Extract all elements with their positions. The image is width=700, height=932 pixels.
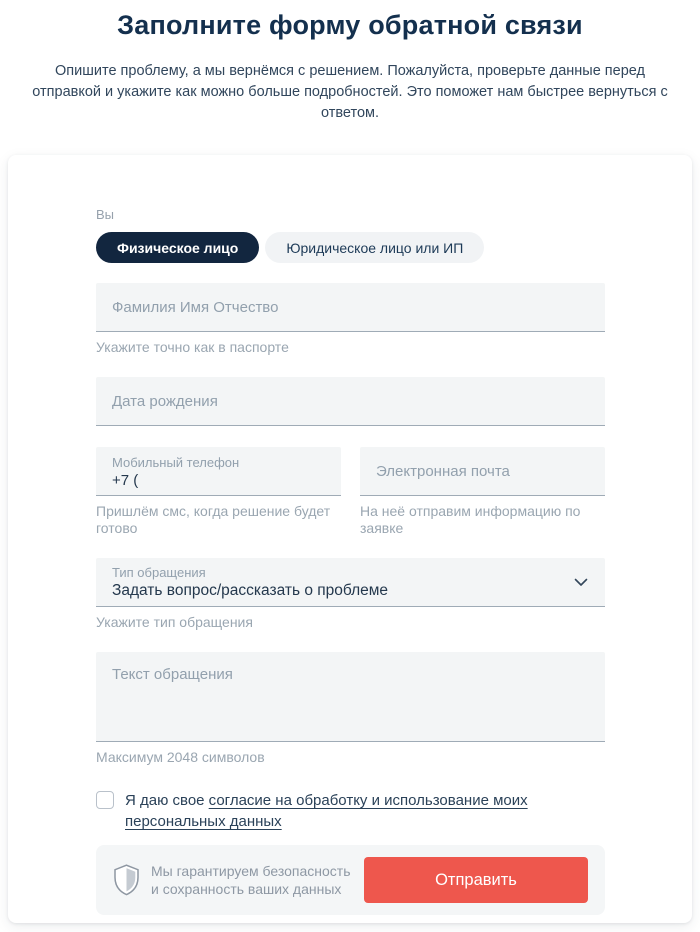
consent-text	[125, 790, 605, 832]
page-title: Заполните форму обратной связи	[117, 10, 583, 40]
message-hint: Максимум 2048 символов	[96, 749, 265, 765]
full-name-input[interactable]	[112, 299, 589, 316]
phone-hint: Пришлём смс, когда решение будет готово	[96, 503, 331, 536]
shield-icon	[112, 863, 141, 897]
full-name-group	[96, 283, 613, 356]
page-header	[0, 0, 700, 124]
form-footer	[96, 845, 605, 915]
email-hint: На неё отправим информацию по заявке	[360, 503, 581, 536]
email-field-wrap	[360, 447, 605, 496]
birth-date-input[interactable]	[112, 393, 589, 410]
email-input[interactable]	[376, 463, 589, 480]
request-type-group	[96, 558, 613, 631]
person-type-label: Вы	[96, 207, 115, 222]
feedback-form-card	[8, 155, 692, 923]
full-name-field-wrap	[96, 283, 605, 332]
email-group	[360, 447, 605, 537]
consent-text-prefix: Я даю свое	[125, 792, 209, 809]
consent-checkbox[interactable]	[96, 791, 114, 809]
person-type-toggle	[96, 232, 613, 263]
contacts-row	[96, 447, 613, 537]
chevron-down-icon	[573, 574, 589, 590]
request-type-label: Тип обращения	[112, 565, 206, 580]
consent-link[interactable]: согласие на обработку и использование моих персональных данных	[125, 792, 528, 830]
phone-input[interactable]: +7 (	[112, 471, 139, 489]
message-field-wrap	[96, 652, 605, 742]
toggle-individual[interactable]: Физическое лицо	[96, 232, 259, 263]
request-type-select[interactable]	[96, 558, 605, 607]
phone-field-wrap[interactable]	[96, 447, 341, 496]
phone-label: Мобильный телефон	[112, 454, 240, 470]
request-type-value: Задать вопрос/рассказать о проблеме	[112, 582, 389, 599]
birth-date-field-wrap	[96, 377, 605, 426]
full-name-hint: Укажите точно как в паспорте	[96, 339, 289, 355]
phone-group	[96, 447, 341, 537]
message-group	[96, 652, 613, 766]
request-type-hint: Укажите тип обращения	[96, 614, 253, 630]
page-subtitle: Опишите проблему, а мы вернёмся с решением. Пожалуйста, проверьте данные перед отправкой и укажите как можно больше подробностей. Это поможет нам быстрее вернуться с ответом.	[32, 63, 668, 121]
guarantee-text: Мы гарантируем безопасность и сохранность ваших данных	[151, 863, 351, 897]
toggle-legal-entity[interactable]: Юридическое лицо или ИП	[265, 232, 484, 263]
consent-row	[96, 790, 605, 832]
message-textarea[interactable]	[112, 666, 589, 727]
submit-button[interactable]: Отправить	[364, 857, 588, 903]
birth-date-group	[96, 377, 613, 426]
